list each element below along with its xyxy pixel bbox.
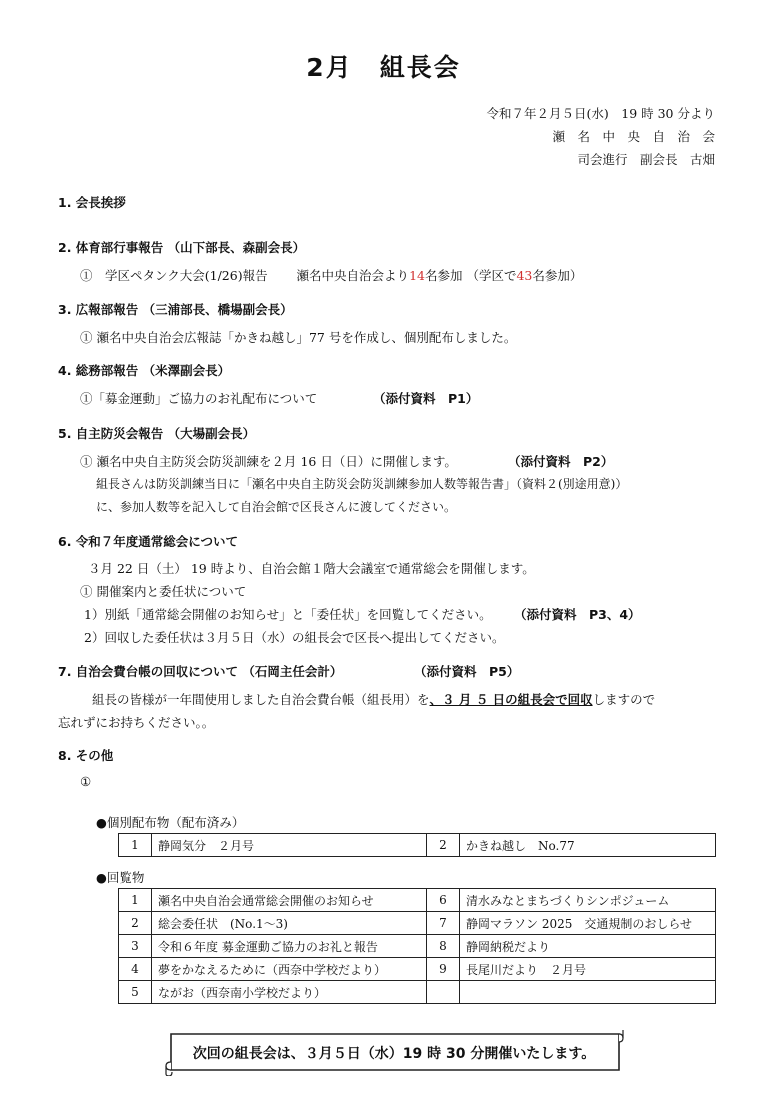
table-cell: 瀬名中央自治会通常総会開催のお知らせ — [152, 889, 427, 912]
distribution-table — [118, 833, 716, 857]
body-text: 組長の皆様が一年間使用しました自治会費台帳（組長用）を — [92, 692, 430, 707]
section-7-line2: 忘れずにお持ちください。。 — [58, 715, 215, 730]
section-5-line2: 組長さんは防災訓練当日に「瀬名中央自主防災会防災訓練参加人数等報告書」（資料２(別途用意)） — [96, 477, 628, 491]
section-1-heading: 1. 会長挨拶 — [58, 195, 126, 210]
section-2-heading: 2. 体育部行事報告 （山下部長、森副会長） — [58, 240, 306, 255]
table-cell: 夢をかなえるために（西奈中学校だより） — [152, 958, 427, 981]
table-cell: ながお（西奈南小学校だより） — [152, 981, 427, 1004]
table-cell: 5 — [119, 981, 152, 1004]
section-3-heading: 3. 広報部報告 （三浦部長、橋場副会長） — [58, 302, 293, 317]
item-text: ① 学区ペタンク大会(1/26)報告 瀬名中央自治会より — [80, 268, 410, 283]
section-4-item: ①「募金運動」ご協力のお礼配布について — [80, 391, 318, 406]
district-count: 43 — [516, 268, 533, 283]
table-cell: 9 — [427, 958, 460, 981]
table-cell — [427, 981, 460, 1004]
table-row — [119, 958, 716, 981]
table-cell: かきね越し No.77 — [460, 834, 716, 857]
section-7-line1 — [92, 690, 655, 708]
table-cell: 静岡納税だより — [460, 935, 716, 958]
participant-count: 14 — [409, 268, 425, 283]
section-5-line3: に、参加人数等を記入して自治会館で区長さんに渡してください。 — [96, 500, 457, 514]
table-cell: 2 — [427, 834, 460, 857]
section-5-item: ① 瀬名中央自主防災会防災訓練を２月 16 日（日）に開催します。 — [80, 454, 457, 469]
emphasis-text: 、３ 月 ５ 日の組長会で回収 — [429, 692, 593, 707]
section-8-item: ① — [80, 774, 92, 789]
organization-name: 瀬 名 中 央 自 治 会 — [552, 129, 715, 144]
body-text: しますので — [592, 692, 656, 707]
table-cell — [460, 981, 716, 1004]
item-text: 名参加 （学区で — [424, 268, 517, 283]
table-row — [119, 935, 716, 958]
section-3-item: ① 瀬名中央自治会広報誌「かきね越し」77 号を作成し、個別配布しました。 — [80, 330, 517, 345]
table-cell: 1 — [119, 889, 152, 912]
table-cell: 7 — [427, 912, 460, 935]
section-6-line1: ３月 22 日（土） 19 時より、自治会館１階大会議室で通常総会を開催します。 — [88, 561, 535, 576]
table-cell: 令和６年度 募金運動ご協力のお礼と報告 — [152, 935, 427, 958]
section-6-ref: （添付資料 P3、4） — [514, 607, 641, 622]
item-text: 名参加） — [532, 268, 583, 283]
distribution-label: ●個別配布物（配布済み） — [96, 815, 245, 830]
section-4-heading: 4. 総務部報告 （米澤副会長） — [58, 363, 231, 378]
section-7-ref: （添付資料 P5） — [414, 664, 520, 679]
section-6-line3: 1）別紙「通常総会開催のお知らせ」と「委任状」を回覧してください。 — [84, 607, 492, 622]
table-cell: 静岡マラソン 2025 交通規制のおしらせ — [460, 912, 716, 935]
section-4-ref: （添付資料 P1） — [373, 391, 479, 406]
table-cell: 8 — [427, 935, 460, 958]
page-title: 2月 組長会 — [306, 53, 461, 82]
section-5-heading: 5. 自主防災会報告 （大場副会長） — [58, 426, 256, 441]
table-cell: 清水みなとまちづくりシンポジューム — [460, 889, 716, 912]
table-cell: 静岡気分 ２月号 — [152, 834, 427, 857]
section-5-ref: （添付資料 P2） — [508, 454, 614, 469]
table-cell: 6 — [427, 889, 460, 912]
circulation-label: ●回覧物 — [96, 870, 145, 885]
table-cell: 1 — [119, 834, 152, 857]
circulation-table — [118, 888, 716, 1004]
section-7-heading: 7. 自治会費台帳の回収について （石岡主任会計） — [58, 664, 343, 679]
table-row — [119, 981, 716, 1004]
chairperson: 司会進行 副会長 古畑 — [577, 152, 715, 167]
table-row — [119, 834, 716, 857]
table-cell: 総会委任状 (No.1～3) — [152, 912, 427, 935]
table-cell: 長尾川だより ２月号 — [460, 958, 716, 981]
section-6-line4: 2）回収した委任状は３月５日（水）の組長会で区長へ提出してください。 — [84, 630, 505, 645]
table-cell: 2 — [119, 912, 152, 935]
table-row — [119, 889, 716, 912]
next-meeting-notice: 次回の組長会は、３月５日（水）19 時 30 分開催いたします。 — [192, 1046, 596, 1062]
section-2-item — [80, 266, 582, 284]
table-cell: 3 — [119, 935, 152, 958]
table-cell: 4 — [119, 958, 152, 981]
section-6-line2: ① 開催案内と委任状について — [80, 584, 247, 599]
section-8-heading: 8. その他 — [58, 748, 114, 763]
meeting-date: 令和７年２月５日(水) 19 時 30 分より — [486, 106, 715, 121]
table-row — [119, 912, 716, 935]
section-6-heading: 6. 令和７年度通常総会について — [58, 534, 239, 549]
